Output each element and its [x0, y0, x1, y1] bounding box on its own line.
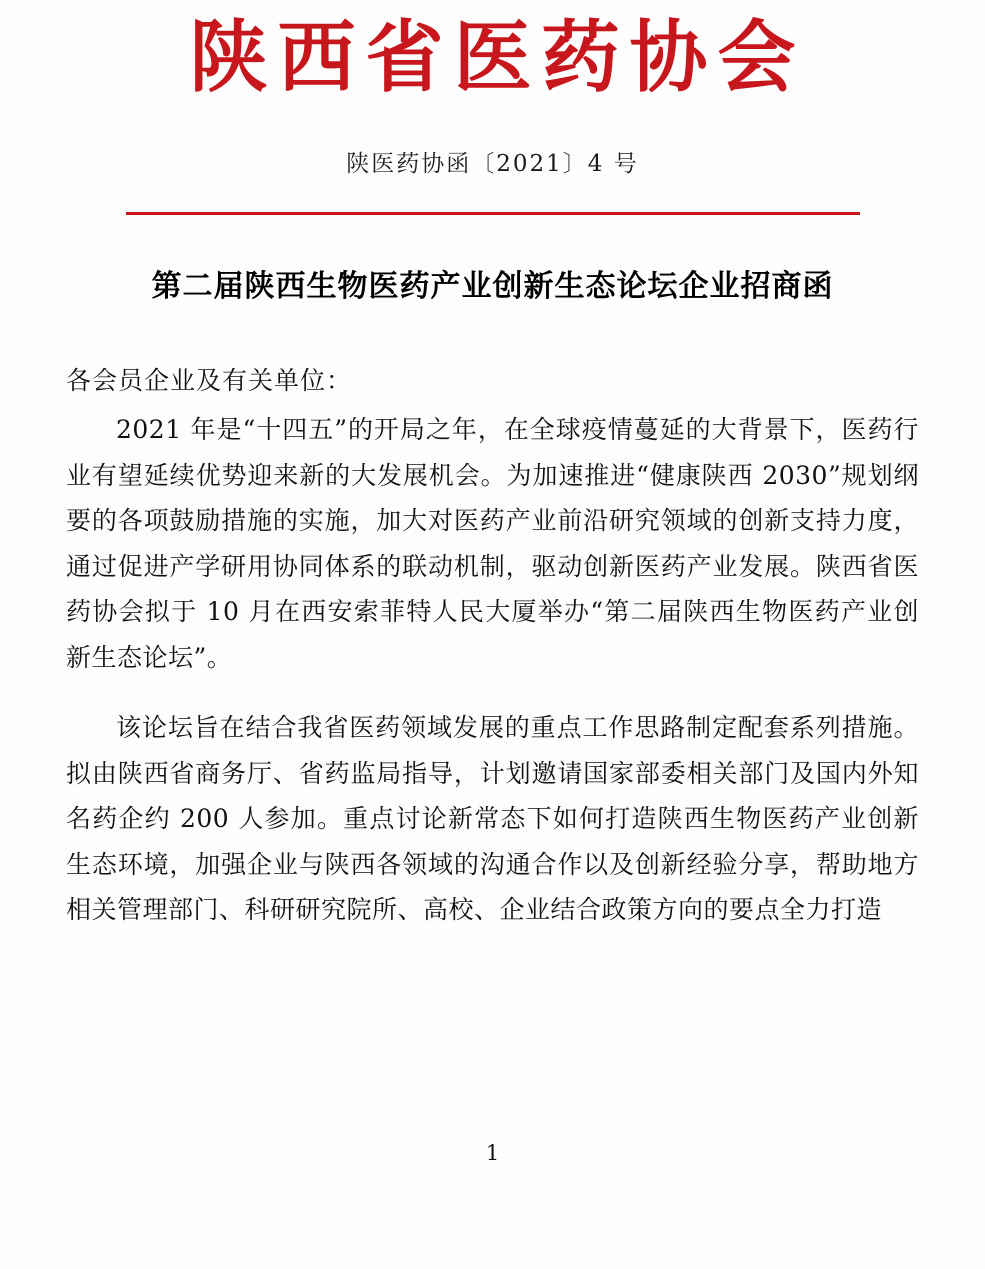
page-number: 1: [485, 1141, 500, 1165]
letterhead: [62, 0, 923, 101]
salutation: 各会员企业及有关单位：: [66, 366, 353, 396]
page-title: 第二届陕西生物医药产业创新生态论坛企业招商函: [151, 269, 834, 305]
organization-name: 陕西省医药协会: [189, 12, 806, 103]
document-number: 陕医药协函〔2021〕4 号: [346, 151, 639, 178]
red-divider-rule: [126, 212, 860, 215]
body-paragraph: 2021 年是“十四五”的开局之年，在全球疫情蔓延的大背景下，医药行业有望延续优势迎来新的大发展机会。为加速推进“健康陕西 2030”规划纲要的各项鼓励措施的实施，加大对医药产业前沿研究领域的创新支持力度，通过促进产学研用协同体系的联动机制，驱动创新医药产业发展。陕西省医药协会拟于 10 月在西安索菲特人民大厦举办“第二届陕西生物医药产业创新生态论坛”。: [66, 415, 919, 672]
body-paragraph: 该论坛旨在结合我省医药领域发展的重点工作思路制定配套系列措施。拟由陕西省商务厅、省药监局指导，计划邀请国家部委相关部门及国内外知名药企约 200 人参加。重点讨论新常态下如何打造陕西生物医药产业创新生态环境，加强企业与陕西各领域的沟通合作以及创新经验分享，帮助地方相关管理部门、科研研究院所、高校、企业结合政策方向的要点全力打造: [66, 713, 919, 925]
document-body: [62, 361, 923, 933]
